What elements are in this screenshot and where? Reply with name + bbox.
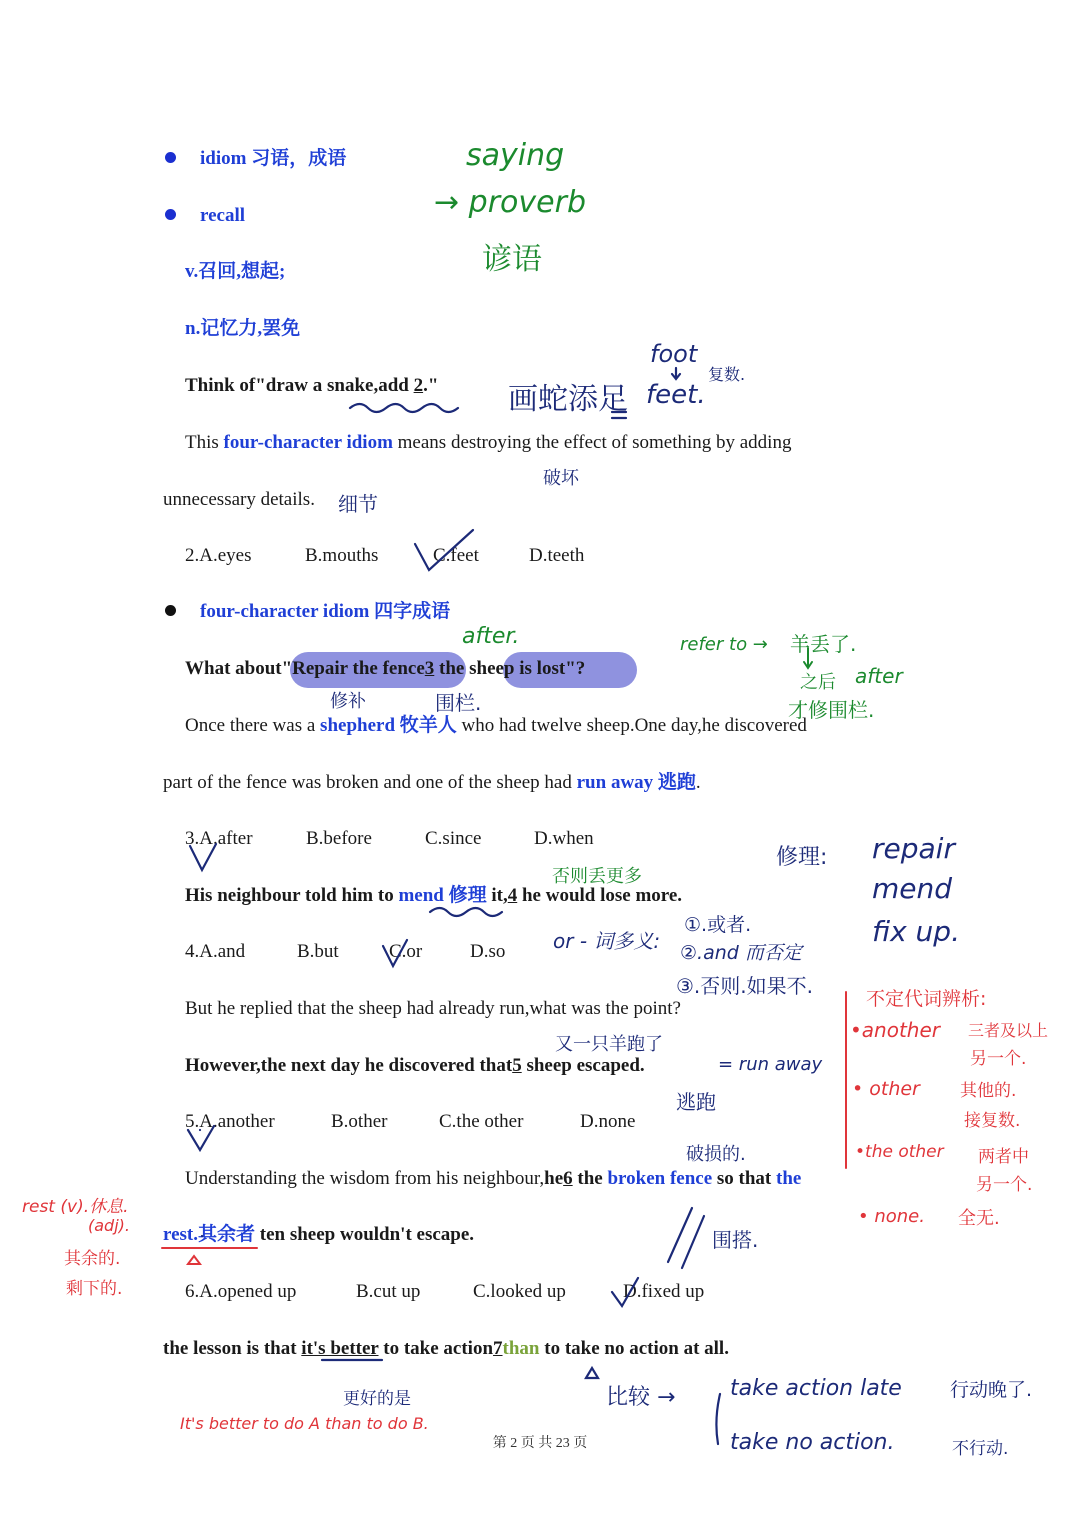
- note-or-3: ③.否则.如果不.: [676, 974, 814, 998]
- note-xingdong-wan: 行动晚了.: [950, 1379, 1033, 1401]
- note-weilan: 围栏.: [435, 691, 482, 715]
- note-other: • other: [852, 1078, 920, 1100]
- q6-option-a: 6.A.opened up: [185, 1281, 297, 1302]
- q2-option-b: B.mouths: [305, 545, 379, 566]
- note-repair: repair: [872, 832, 955, 865]
- note-its-better: It's better to do A than to do B.: [180, 1414, 429, 1433]
- q6-prompt-cont: rest.其余者 ten sheep wouldn't escape.: [163, 1224, 475, 1245]
- q2-prompt: Think of"draw a snake,add 2.": [185, 375, 439, 396]
- note-fouze: 否则丢更多: [552, 866, 642, 887]
- note-run-away: = run away: [718, 1054, 823, 1075]
- note-caixiu: 才修围栏.: [788, 698, 875, 722]
- q7-prompt: the lesson is that it's better to take action7than to take no action at all.: [163, 1338, 729, 1359]
- story-line-1: Once there was a shepherd 牧羊人 who had twelve sheep.One day,he discovered: [185, 715, 807, 736]
- q6-prompt: Understanding the wisdom from his neighbour,he6 the broken fence so that the: [185, 1168, 802, 1189]
- q6-option-b: B.cut up: [356, 1281, 421, 1302]
- note-mend: mend: [872, 872, 953, 905]
- recall-verb: v.召回,想起;: [185, 261, 286, 282]
- note-qiyude: 其余的.: [64, 1249, 121, 1269]
- double-slash-fence: [668, 1208, 704, 1268]
- note-the-other-m1: 两者中: [978, 1147, 1029, 1167]
- q5-prompt: However,the next day he discovered that5 sheep escaped.: [185, 1055, 645, 1076]
- note-the-other-m2: 另一个.: [976, 1175, 1033, 1195]
- q5-option-b: B.other: [331, 1111, 388, 1132]
- note-feet: feet.: [646, 380, 706, 410]
- note-other-m2: 接复数.: [964, 1111, 1021, 1131]
- note-sheep-lost: 羊丢了.: [790, 632, 857, 656]
- note-another-m1: 三者及以上: [968, 1021, 1049, 1040]
- recall-noun: n.记忆力,罢免: [185, 318, 301, 339]
- note-bijiao: 比较 →: [606, 1385, 676, 1410]
- q5-option-c: C.the other: [439, 1111, 524, 1132]
- note-genghao: 更好的是: [343, 1389, 411, 1409]
- q6-option-d: D.fixed up: [623, 1281, 705, 1302]
- note-bu-xingdong: 不行动.: [952, 1439, 1009, 1459]
- note-youyizhi: 又一只羊跑了: [555, 1034, 663, 1055]
- triangle-than: [586, 1368, 598, 1378]
- q3-option-b: B.before: [306, 828, 372, 849]
- arrow-foot-to-feet: [672, 368, 680, 379]
- note-taopao: 逃跑: [676, 1090, 716, 1114]
- note-refer-to: refer to →: [680, 634, 768, 655]
- q3-option-d: D.when: [534, 828, 594, 849]
- q2-description: This four-character idiom means destroying the effect of something by adding: [185, 432, 792, 453]
- note-indef-pronouns: 不定代词辨析:: [866, 988, 987, 1010]
- note-the-other: •the other: [855, 1142, 944, 1162]
- bullet-icon: [165, 209, 176, 220]
- q2-description-cont: unnecessary details.: [163, 489, 315, 510]
- bullet-recall: recall: [165, 204, 245, 228]
- q4-option-a: 4.A.and: [185, 941, 246, 962]
- note-zhihou: 之后: [800, 672, 836, 693]
- note-yanyu: 谚语: [482, 242, 542, 277]
- squiggle-mend: [430, 908, 502, 916]
- bullet-icon: [165, 605, 176, 616]
- bullet-icon: [165, 152, 176, 163]
- squiggle-draw-snake: [350, 404, 458, 412]
- note-weida: 围搭.: [712, 1228, 759, 1252]
- q5-option-d: D.none: [580, 1111, 636, 1132]
- note-rest-adj: (adj).: [88, 1216, 130, 1235]
- note-none-m: 全无.: [958, 1208, 1000, 1229]
- q4-option-d: D.so: [470, 941, 506, 962]
- q6-option-c: C.looked up: [473, 1281, 566, 1302]
- note-rest-v: rest (v).休息.: [22, 1197, 129, 1217]
- q4-option-b: B.but: [297, 941, 339, 962]
- note-or-2: ②.and 而否定: [680, 942, 802, 964]
- note-after2: after: [855, 664, 903, 688]
- q5-option-a: 5.A.another: [185, 1111, 275, 1132]
- note-take-late: take action late: [730, 1376, 902, 1401]
- note-or-meaning: or - 词多义:: [553, 929, 661, 953]
- note-pohuai: 破坏: [543, 468, 579, 489]
- note-or-1: ①.或者.: [684, 914, 752, 936]
- q4-option-c: C.or: [389, 941, 423, 962]
- note-other-m1: 其他的.: [960, 1081, 1017, 1101]
- note-fixup: fix up.: [872, 915, 960, 948]
- note-xiubu: 修补: [330, 691, 366, 712]
- bullet-four-character-idiom: four-character idiom 四字成语: [165, 600, 450, 624]
- note-take-no: take no action.: [730, 1430, 895, 1455]
- q3-option-a: 3.A.after: [185, 828, 253, 849]
- note-foot: foot: [650, 340, 698, 368]
- q3-option-c: C.since: [425, 828, 482, 849]
- bullet-idiom: idiom 习语，成语: [165, 147, 346, 171]
- story-line-2: part of the fence was broken and one of the sheep had run away 逃跑.: [163, 772, 701, 793]
- note-plural: 复数.: [708, 365, 746, 384]
- note-huashe: 画蛇添足: [508, 382, 628, 417]
- note-another-m2: 另一个.: [970, 1049, 1027, 1069]
- q2-option-a: 2.A.eyes: [185, 545, 252, 566]
- note-shengxia: 剩下的.: [66, 1279, 123, 1299]
- page-footer: 第 2 页 共 23 页: [492, 1436, 588, 1451]
- red-triangle-rest: [188, 1256, 200, 1264]
- note-none: • none.: [858, 1206, 925, 1227]
- note-after: after.: [462, 624, 520, 649]
- note-posun: 破损的.: [686, 1144, 746, 1165]
- note-xijie: 细节: [338, 492, 378, 516]
- q2-option-c: C.feet: [433, 545, 479, 566]
- q2-option-d: D.teeth: [529, 545, 585, 566]
- q4-prompt: His neighbour told him to mend 修理 it,4 he would lose more.: [185, 885, 683, 906]
- note-xiuli: 修理:: [776, 845, 828, 870]
- note-proverb: → proverb: [434, 185, 586, 220]
- q3-prompt: What about"Repair the fence3 the sheep is lost"?: [185, 658, 586, 679]
- note-saying: saying: [466, 138, 565, 173]
- note-another: •another: [850, 1018, 941, 1042]
- reply-line: But he replied that the sheep had already run,what was the point?: [185, 998, 681, 1019]
